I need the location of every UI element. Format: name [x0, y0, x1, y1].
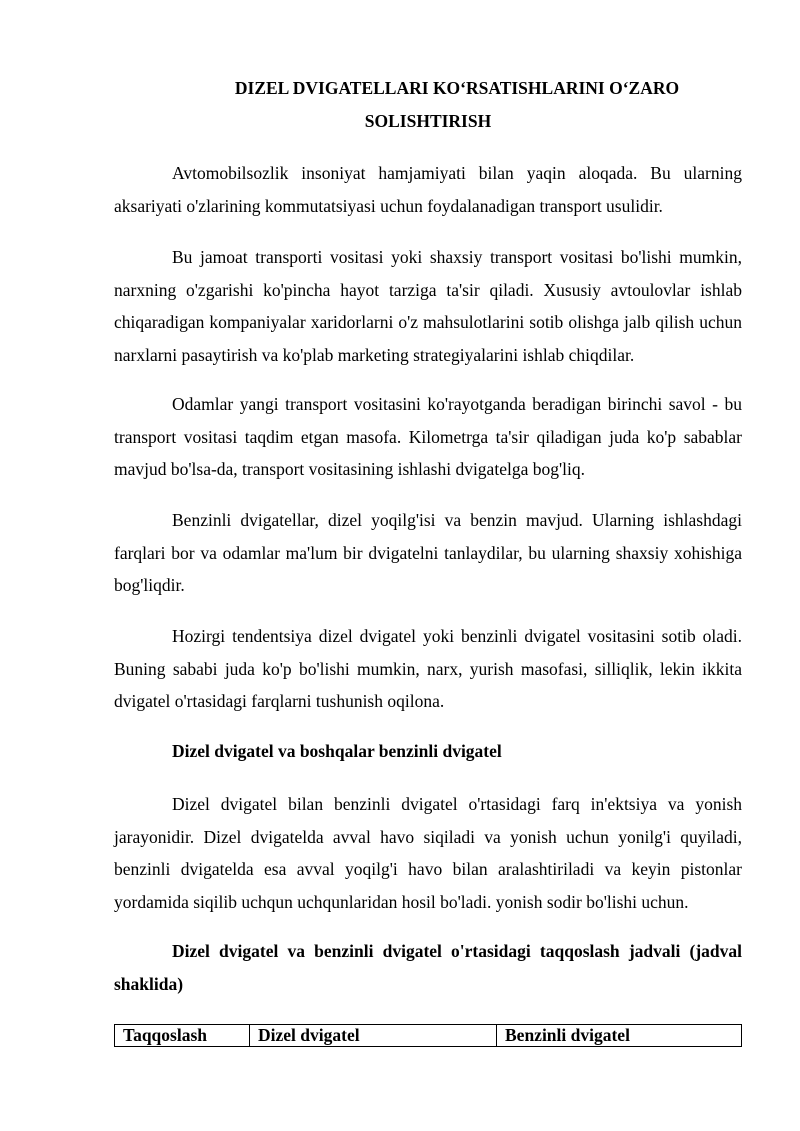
paragraph-5: Hozirgi tendentsiya dizel dvigatel yoki benzinli dvigatel vositasini sotib oladi. Buning sababi juda ko'p bo'lishi mumkin, narx, yurish masofasi, silliqlik, lekin ikkita dvigatel o'rtasidagi farqlarni tushunish oqilona. [114, 626, 742, 711]
title-line-2: SOLISHTIRISH [364, 111, 492, 131]
paragraph-1: Avtomobilsozlik insoniyat hamjamiyati bilan yaqin aloqada. Bu ularning aksariyati o'zlarining kommutatsiyasi uchun foydalanadigan transport usulidir. [114, 163, 742, 216]
section-paragraph: Dizel dvigatel bilan benzinli dvigatel o'rtasidagi farq in'ektsiya va yonish jarayonidir. Dizel dvigatelda avval havo siqiladi va yonish uchun yonilg'i quyiladi, benzinli dvigatelda esa avval yoqilg'i havo bilan aralashtiriladi va keyin pistonlar yordamida siqilib uchqun uchqunlaridan hosil bo'ladi. yonish sodir bo'lishi uchun. [114, 794, 742, 912]
table-header-cell: Benzinli dvigatel [497, 1025, 742, 1047]
section-heading: Dizel dvigatel va boshqalar benzinli dvigatel [172, 741, 502, 761]
document-title [114, 72, 742, 138]
table-heading: Dizel dvigatel va benzinli dvigatel o'rtasidagi taqqoslash jadvali (jadval shaklida) [114, 941, 742, 994]
table-header-cell: Dizel dvigatel [250, 1025, 497, 1047]
paragraph-3: Odamlar yangi transport vositasini ko'rayotganda beradigan birinchi savol - bu transport vositasi taqdim etgan masofa. Kilometrga ta'sir qiladigan juda ko'p sabablar mavjud bo'lsa-da, transport vositasining ishlashi dvigatelga bog'liq. [114, 394, 742, 479]
table-header-row [115, 1025, 742, 1047]
title-line-1: DIZEL DVIGATELLARI KO‘RSATISHLARINI O‘ZARO [234, 78, 680, 98]
paragraph-4: Benzinli dvigatellar, dizel yoqilg'isi va benzin mavjud. Ularning ishlashdagi farqlari bor va odamlar ma'lum bir dvigatelni tanlaydilar, bu ularning shaxsiy xohishiga bog'liqdir. [114, 510, 742, 595]
paragraph-2: Bu jamoat transporti vositasi yoki shaxsiy transport vositasi bo'lishi mumkin, narxning o'zgarishi ko'pincha hayot tarziga ta'sir qiladi. Xususiy avtoulovlar ishlab chiqaradigan kompaniyalar xaridorlarni o'z mahsulotlarini sotib olishga jalb qilish uchun narxlarni pasaytirish va ko'plab marketing strategiyalarini ishlab chiqdilar. [114, 247, 742, 365]
table-header-cell: Taqqoslash [115, 1025, 250, 1047]
comparison-table [114, 1024, 742, 1047]
